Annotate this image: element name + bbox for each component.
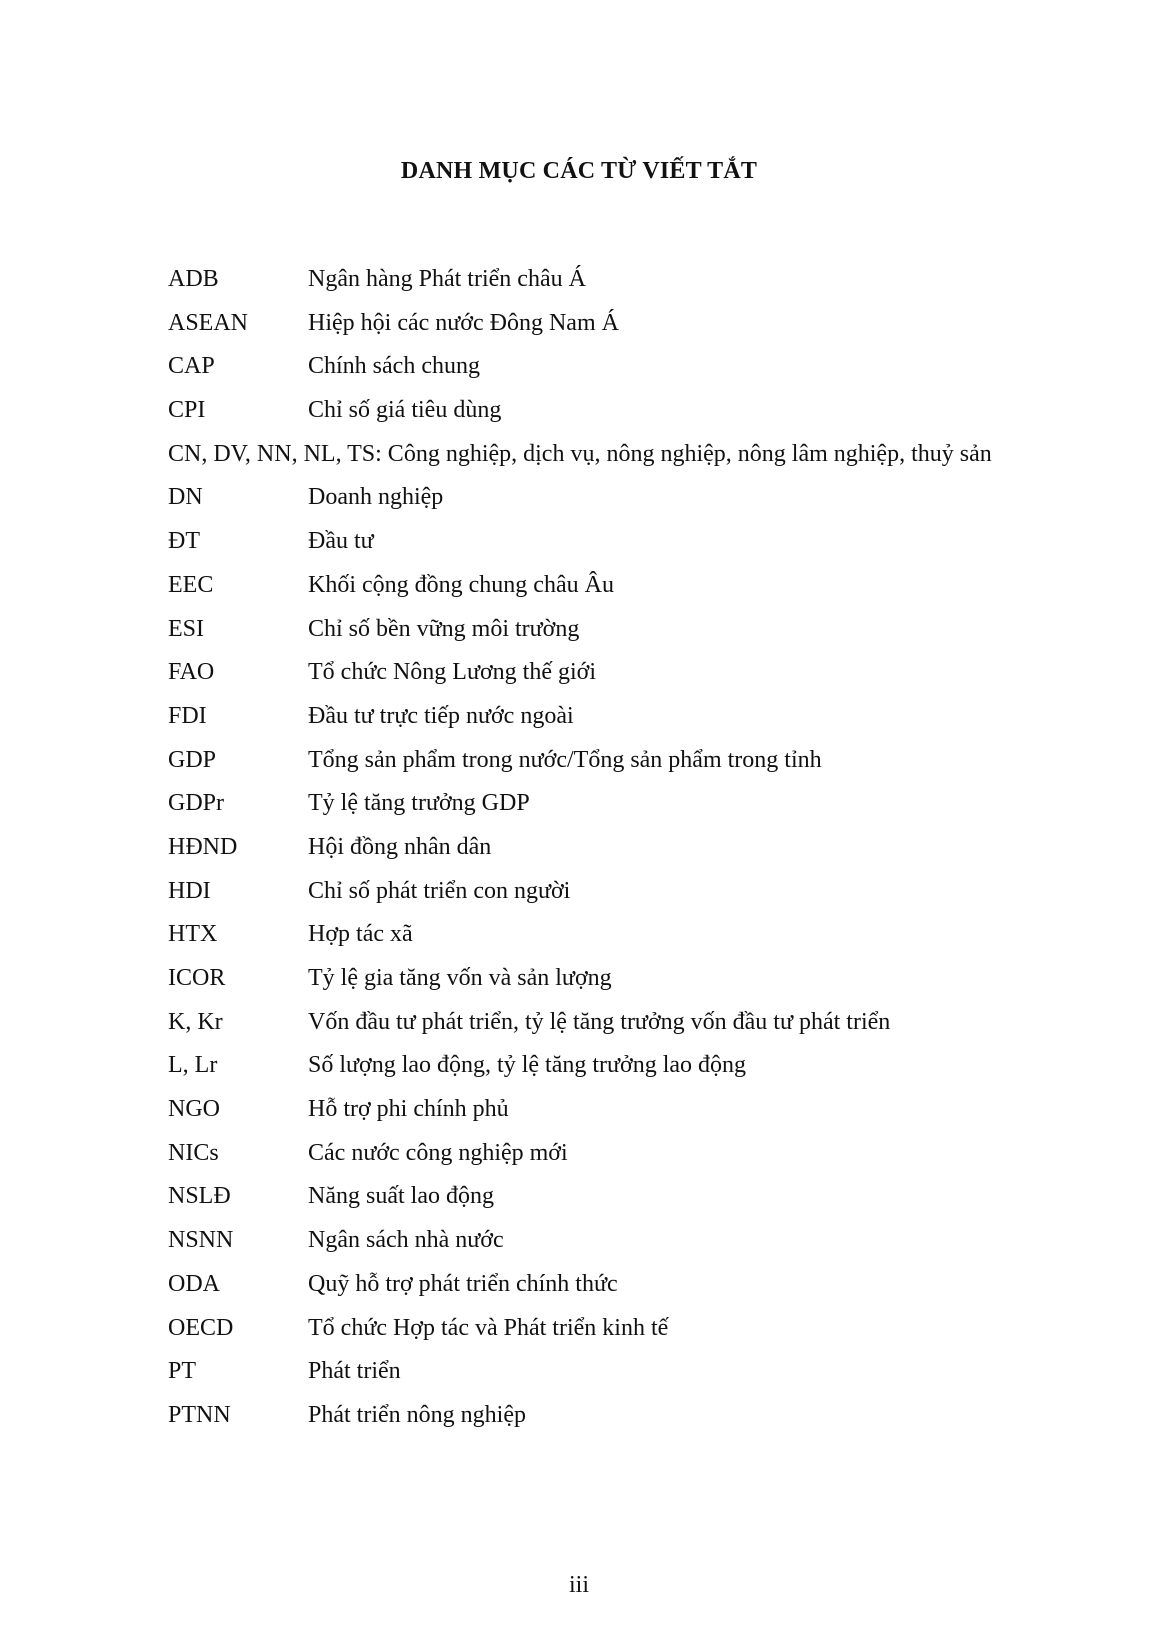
list-item: [168, 1181, 1068, 1225]
abbreviation-definition: Chính sách chung: [308, 353, 480, 380]
abbreviation-term: FAO: [168, 659, 215, 686]
abbreviation-term: EEC: [168, 571, 214, 598]
list-item: [168, 1269, 1068, 1313]
abbreviation-term: ASEAN: [168, 309, 249, 336]
abbreviation-definition: Năng suất lao động: [308, 1183, 494, 1210]
abbreviation-term: NICs: [168, 1139, 219, 1166]
abbreviation-term: HDI: [168, 877, 211, 904]
abbreviation-term: L, Lr: [168, 1052, 218, 1079]
list-item: [168, 1225, 1068, 1269]
abbreviation-definition: Vốn đầu tư phát triển, tỷ lệ tăng trưởng vốn đầu tư phát triển: [308, 1008, 891, 1035]
abbreviation-term: PTNN: [168, 1401, 231, 1428]
abbreviation-definition: Hỗ trợ phi chính phủ: [308, 1096, 509, 1123]
abbreviation-definition: Chỉ số bền vững môi trường: [308, 615, 580, 642]
abbreviation-definition: Ngân sách nhà nước: [308, 1227, 504, 1254]
list-item: [168, 919, 1068, 963]
abbreviation-definition: Hợp tác xã: [308, 921, 413, 948]
list-item: [168, 876, 1068, 920]
abbreviation-definition: Tổ chức Nông Lương thế giới: [308, 659, 597, 686]
list-item: [168, 657, 1068, 701]
list-item: [168, 526, 1068, 570]
abbreviation-term: DN: [168, 484, 203, 511]
abbreviation-definition: Phát triển nông nghiệp: [308, 1401, 526, 1428]
abbreviation-term: ODA: [168, 1270, 220, 1297]
abbreviation-term: GDPr: [168, 790, 225, 817]
list-item: [168, 570, 1068, 614]
list-item: [168, 482, 1068, 526]
list-item: [168, 1356, 1068, 1400]
abbreviation-term: ĐT: [168, 528, 200, 555]
abbreviation-term: ICOR: [168, 965, 226, 991]
abbreviation-definition: Quỹ hỗ trợ phát triển chính thức: [308, 1270, 618, 1297]
list-item: [168, 745, 1068, 789]
list-item: [168, 351, 1068, 395]
abbreviation-list: [168, 264, 1068, 1444]
abbreviation-definition: Tỷ lệ gia tăng vốn và sản lượng: [308, 965, 612, 991]
abbreviation-term: FDI: [168, 702, 207, 729]
abbreviation-term: NSLĐ: [168, 1183, 231, 1210]
abbreviation-definition: Đầu tư trực tiếp nước ngoài: [308, 702, 574, 729]
abbreviation-definition: Hội đồng nhân dân: [308, 833, 492, 860]
abbreviation-term: K, Kr: [168, 1008, 223, 1035]
list-item: [168, 1007, 1068, 1051]
abbreviation-term: ADB: [168, 266, 219, 292]
page-number: iii: [568, 1572, 589, 1598]
abbreviation-definition: Khối cộng đồng chung châu Âu: [308, 571, 614, 598]
list-item: [168, 1050, 1068, 1094]
abbreviation-term: HĐND: [168, 833, 238, 860]
list-item: [168, 1138, 1068, 1182]
abbreviation-definition: Các nước công nghiệp mới: [308, 1139, 568, 1166]
abbreviation-term: CPI: [168, 397, 206, 424]
abbreviation-term: HTX: [168, 921, 218, 948]
abbreviation-definition: Phát triển: [308, 1358, 401, 1385]
list-item: [168, 832, 1068, 876]
abbreviation-definition: Chỉ số giá tiêu dùng: [308, 397, 502, 424]
abbreviation-definition: Ngân hàng Phát triển châu Á: [308, 266, 586, 292]
list-item: [168, 963, 1068, 1007]
abbreviation-definition: Tổng sản phẩm trong nước/Tổng sản phẩm trong tỉnh: [308, 746, 822, 773]
list-item: [168, 308, 1068, 352]
abbreviation-term: ESI: [168, 615, 204, 642]
list-item: [168, 264, 1068, 308]
list-item: [168, 1400, 1068, 1444]
page-title: DANH MỤC CÁC TỪ VIẾT TẮT: [400, 158, 758, 184]
abbreviation-term: PT: [168, 1358, 197, 1385]
list-item: [168, 788, 1068, 832]
abbreviation-term: OECD: [168, 1314, 234, 1341]
list-item: CN, DV, NN, NL, TS: Công nghiệp, dịch vụ, nông nghiệp, nông lâm nghiệp, thuỷ sản: [168, 440, 992, 467]
abbreviation-definition: Hiệp hội các nước Đông Nam Á: [308, 309, 619, 336]
list-item: [168, 395, 1068, 439]
list-item: [168, 1313, 1068, 1357]
abbreviation-definition: Chỉ số phát triển con người: [308, 877, 571, 904]
list-item: [168, 701, 1068, 745]
abbreviation-definition: Đầu tư: [308, 528, 374, 555]
list-item: [168, 614, 1068, 658]
abbreviation-term: CAP: [168, 353, 215, 380]
abbreviation-definition: Tổ chức Hợp tác và Phát triển kinh tế: [308, 1314, 669, 1341]
abbreviation-term: NGO: [168, 1096, 220, 1123]
abbreviation-definition: Tỷ lệ tăng trưởng GDP: [308, 790, 530, 817]
abbreviation-definition: Doanh nghiệp: [308, 484, 444, 511]
abbreviation-definition: Số lượng lao động, tỷ lệ tăng trưởng lao động: [308, 1052, 747, 1079]
abbreviation-term: GDP: [168, 746, 217, 773]
list-item: [168, 1094, 1068, 1138]
abbreviation-term: NSNN: [168, 1227, 234, 1254]
